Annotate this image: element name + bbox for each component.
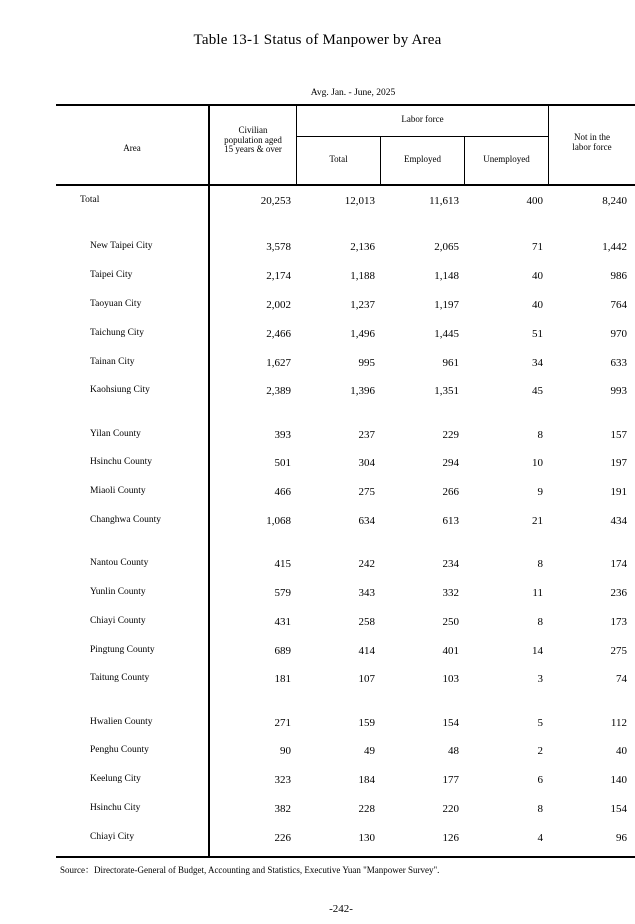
row-employed: 177 [442, 774, 459, 786]
row-not-in-labor-force: 74 [616, 673, 627, 685]
row-civilian: 501 [274, 457, 291, 469]
period-label: Avg. Jan. - June, 2025 [310, 88, 396, 98]
row-unemployed: 4 [537, 832, 543, 844]
row-employed: 1,351 [434, 385, 459, 397]
row-not-in-labor-force: 764 [610, 299, 627, 311]
row-area: Penghu County [90, 745, 149, 755]
row-employed: 250 [442, 616, 459, 628]
row-total: 228 [358, 803, 375, 815]
row-total: 414 [358, 645, 375, 657]
row-unemployed: 400 [526, 195, 543, 207]
row-employed: 613 [442, 515, 459, 527]
row-not-in-labor-force: 197 [610, 457, 627, 469]
row-not-in-labor-force: 1,442 [602, 241, 627, 253]
table-row [0, 673, 635, 687]
row-unemployed: 40 [532, 270, 543, 282]
row-civilian: 323 [274, 774, 291, 786]
row-unemployed: 6 [537, 774, 543, 786]
row-civilian: 2,466 [266, 328, 291, 340]
row-total: 275 [358, 486, 375, 498]
row-employed: 103 [442, 673, 459, 685]
row-unemployed: 9 [537, 486, 543, 498]
row-not-in-labor-force: 112 [610, 717, 627, 729]
row-total: 159 [358, 717, 375, 729]
row-employed: 234 [442, 558, 459, 570]
row-civilian: 393 [274, 429, 291, 441]
row-unemployed: 40 [532, 299, 543, 311]
row-area: Hsinchu County [90, 457, 153, 467]
row-not-in-labor-force: 8,240 [602, 195, 627, 207]
row-unemployed: 45 [532, 385, 543, 397]
row-unemployed: 8 [537, 616, 543, 628]
row-area: Taichung City [90, 328, 144, 338]
row-unemployed: 5 [537, 717, 543, 729]
table-row [0, 717, 635, 731]
table-row [0, 832, 635, 846]
table-row [0, 803, 635, 817]
row-civilian: 1,068 [266, 515, 291, 527]
row-employed: 126 [442, 832, 459, 844]
row-unemployed: 34 [532, 357, 543, 369]
row-unemployed: 11 [532, 587, 543, 599]
row-not-in-labor-force: 173 [610, 616, 627, 628]
header-civilian-line3: 15 years & over [224, 144, 282, 154]
row-not-in-labor-force: 191 [610, 486, 627, 498]
row-civilian: 382 [274, 803, 291, 815]
row-not-in-labor-force: 154 [610, 803, 627, 815]
table-row [0, 486, 635, 500]
row-unemployed: 2 [537, 745, 543, 757]
table-row [0, 299, 635, 313]
table-row-total [0, 195, 635, 209]
row-area: Total [80, 195, 100, 205]
table-row [0, 645, 635, 659]
header-total: Total [329, 154, 348, 164]
row-area: Taitung County [90, 673, 150, 683]
row-total: 1,396 [350, 385, 375, 397]
row-total: 130 [358, 832, 375, 844]
row-civilian: 1,627 [266, 357, 291, 369]
row-total: 49 [364, 745, 375, 757]
row-area: Taoyuan City [90, 299, 142, 309]
row-civilian: 2,002 [266, 299, 291, 311]
row-area: Miaoli County [90, 486, 146, 496]
row-unemployed: 3 [537, 673, 543, 685]
row-total: 107 [358, 673, 375, 685]
row-civilian: 90 [280, 745, 291, 757]
row-area: Changhwa County [90, 515, 161, 525]
header-not-in-line2: labor force [572, 141, 612, 152]
row-civilian: 466 [274, 486, 291, 498]
table-row [0, 587, 635, 601]
row-civilian: 689 [274, 645, 291, 657]
row-employed: 294 [442, 457, 459, 469]
header-labor-force: Labor force [401, 114, 444, 124]
row-not-in-labor-force: 633 [610, 357, 627, 369]
row-unemployed: 8 [537, 558, 543, 570]
row-total: 12,013 [344, 195, 375, 207]
row-not-in-labor-force: 157 [610, 429, 627, 441]
row-total: 1,496 [350, 328, 375, 340]
table-bottom-rule [56, 856, 635, 858]
table-row [0, 457, 635, 471]
header-not-in-labor-force [549, 133, 635, 152]
table-row [0, 385, 635, 399]
table-row [0, 745, 635, 759]
row-employed: 401 [442, 645, 459, 657]
table-row [0, 616, 635, 630]
row-area: Hsinchu City [90, 803, 141, 813]
header-unemployed: Unemployed [483, 154, 530, 164]
row-civilian: 431 [274, 616, 291, 628]
row-civilian: 20,253 [260, 195, 291, 207]
row-unemployed: 14 [532, 645, 543, 657]
row-employed: 332 [442, 587, 459, 599]
row-area: Chiayi County [90, 616, 146, 626]
header-employed: Employed [404, 154, 441, 164]
row-not-in-labor-force: 434 [610, 515, 627, 527]
row-employed: 961 [442, 357, 459, 369]
table-row [0, 270, 635, 284]
row-civilian: 181 [274, 673, 291, 685]
row-not-in-labor-force: 970 [610, 328, 627, 340]
row-area: Pingtung County [90, 645, 155, 655]
table-row [0, 558, 635, 572]
row-area: Tainan City [90, 357, 135, 367]
row-civilian: 415 [274, 558, 291, 570]
row-unemployed: 21 [532, 515, 543, 527]
row-total: 343 [358, 587, 375, 599]
row-area: Hwalien County [90, 717, 153, 727]
row-unemployed: 71 [532, 241, 543, 253]
row-employed: 1,445 [434, 328, 459, 340]
row-unemployed: 8 [537, 429, 543, 441]
page-title: Table 13-1 Status of Manpower by Area [193, 32, 442, 48]
row-employed: 229 [442, 429, 459, 441]
table-row [0, 328, 635, 342]
labor-force-rule [297, 136, 549, 137]
table-row [0, 241, 635, 255]
row-not-in-labor-force: 986 [610, 270, 627, 282]
row-employed: 48 [448, 745, 459, 757]
row-total: 995 [358, 357, 375, 369]
row-area: Nantou County [90, 558, 149, 568]
row-not-in-labor-force: 140 [610, 774, 627, 786]
row-area: Yunlin County [90, 587, 146, 597]
row-civilian: 579 [274, 587, 291, 599]
row-not-in-labor-force: 96 [616, 832, 627, 844]
row-area: Yilan County [90, 429, 141, 439]
row-total: 1,237 [350, 299, 375, 311]
row-unemployed: 10 [532, 457, 543, 469]
table-row [0, 515, 635, 529]
row-civilian: 3,578 [266, 241, 291, 253]
row-unemployed: 8 [537, 803, 543, 815]
row-not-in-labor-force: 236 [610, 587, 627, 599]
row-area: New Taipei City [90, 241, 153, 251]
row-area: Keelung City [90, 774, 141, 784]
row-civilian: 2,389 [266, 385, 291, 397]
row-not-in-labor-force: 275 [610, 645, 627, 657]
row-unemployed: 51 [532, 328, 543, 340]
row-employed: 1,148 [434, 270, 459, 282]
header-civilian-line1: Civilian [238, 125, 268, 135]
row-total: 1,188 [350, 270, 375, 282]
source-note: Source：Directorate-General of Budget, Accounting and Statistics, Executive Yuan "Manpower Survey". [60, 865, 440, 875]
row-employed: 220 [442, 803, 459, 815]
row-employed: 2,065 [434, 241, 459, 253]
row-total: 184 [358, 774, 375, 786]
header-not-in-line1: Not in the [574, 132, 610, 142]
header-area: Area [123, 143, 141, 153]
row-total: 258 [358, 616, 375, 628]
row-total: 634 [358, 515, 375, 527]
row-total: 2,136 [350, 241, 375, 253]
row-area: Chiayi City [90, 832, 135, 842]
row-civilian: 226 [274, 832, 291, 844]
row-not-in-labor-force: 993 [610, 385, 627, 397]
row-civilian: 271 [274, 717, 291, 729]
row-not-in-labor-force: 40 [616, 745, 627, 757]
header-civilian [210, 126, 296, 155]
row-area: Taipei City [90, 270, 133, 280]
table-row [0, 357, 635, 371]
header-civilian-line2: population aged [224, 134, 282, 145]
row-not-in-labor-force: 174 [610, 558, 627, 570]
row-civilian: 2,174 [266, 270, 291, 282]
row-total: 304 [358, 457, 375, 469]
row-employed: 266 [442, 486, 459, 498]
row-employed: 154 [442, 717, 459, 729]
row-area: Kaohsiung City [90, 385, 150, 395]
row-total: 237 [358, 429, 375, 441]
row-total: 242 [358, 558, 375, 570]
table-row [0, 774, 635, 788]
table-row [0, 429, 635, 443]
row-employed: 11,613 [429, 195, 459, 207]
page-number: -242- [329, 903, 353, 915]
row-employed: 1,197 [434, 299, 459, 311]
